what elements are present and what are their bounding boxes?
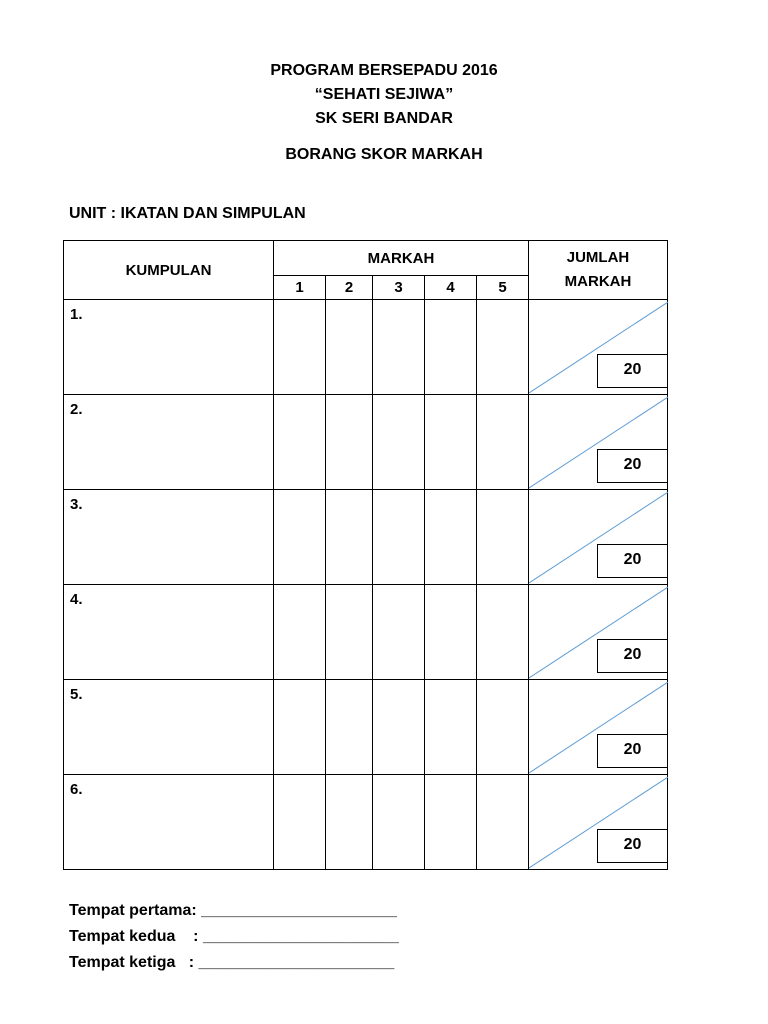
- group-row: [64, 490, 668, 585]
- group-row: [64, 680, 668, 775]
- subcol-5: 5: [477, 276, 529, 300]
- score-cell-3[interactable]: [373, 490, 425, 585]
- score-cell-5[interactable]: [477, 680, 529, 775]
- score-cell-5[interactable]: [477, 585, 529, 680]
- first-place-line[interactable]: Tempat pertama: ______________________: [69, 902, 397, 919]
- group-label[interactable]: 6.: [64, 775, 274, 870]
- max-score-box: 20: [597, 449, 667, 483]
- max-score-box: 20: [597, 829, 667, 863]
- max-score-box: 20: [597, 639, 667, 673]
- score-cell-5[interactable]: [477, 490, 529, 585]
- score-cell-2[interactable]: [326, 395, 373, 490]
- total-cell[interactable]: [529, 300, 668, 395]
- score-cell-3[interactable]: [373, 300, 425, 395]
- unit-label: UNIT : IKATAN DAN SIMPULAN: [69, 205, 306, 222]
- score-cell-1[interactable]: [274, 585, 326, 680]
- score-cell-4[interactable]: [425, 585, 477, 680]
- header-kumpulan: KUMPULAN: [64, 241, 274, 300]
- total-cell[interactable]: [529, 680, 668, 775]
- total-cell[interactable]: [529, 585, 668, 680]
- score-cell-1[interactable]: [274, 395, 326, 490]
- score-cell-3[interactable]: [373, 395, 425, 490]
- score-cell-4[interactable]: [425, 775, 477, 870]
- score-cell-5[interactable]: [477, 395, 529, 490]
- max-score-box: 20: [597, 544, 667, 578]
- score-cell-2[interactable]: [326, 300, 373, 395]
- form-title: BORANG SKOR MARKAH: [285, 146, 483, 163]
- score-cell-3[interactable]: [373, 680, 425, 775]
- max-score-box: 20: [597, 354, 667, 388]
- group-label[interactable]: 3.: [64, 490, 274, 585]
- score-cell-2[interactable]: [326, 585, 373, 680]
- total-cell[interactable]: [529, 775, 668, 870]
- score-cell-3[interactable]: [373, 585, 425, 680]
- score-cell-5[interactable]: [477, 775, 529, 870]
- header-jumlah-markah: JUMLAH MARKAH: [529, 241, 668, 300]
- score-cell-4[interactable]: [425, 395, 477, 490]
- max-score-box: 20: [597, 734, 667, 768]
- group-label[interactable]: 1.: [64, 300, 274, 395]
- group-row: [64, 585, 668, 680]
- group-label[interactable]: 2.: [64, 395, 274, 490]
- subcol-1: 1: [274, 276, 326, 300]
- total-cell[interactable]: [529, 490, 668, 585]
- program-subtitle: “SEHATI SEJIWA”: [314, 86, 454, 103]
- score-cell-1[interactable]: [274, 680, 326, 775]
- subcol-4: 4: [425, 276, 477, 300]
- group-row: [64, 775, 668, 870]
- group-label[interactable]: 4.: [64, 585, 274, 680]
- score-cell-4[interactable]: [425, 490, 477, 585]
- score-cell-2[interactable]: [326, 680, 373, 775]
- score-cell-4[interactable]: [425, 300, 477, 395]
- score-cell-3[interactable]: [373, 775, 425, 870]
- score-cell-4[interactable]: [425, 680, 477, 775]
- score-cell-1[interactable]: [274, 775, 326, 870]
- score-cell-1[interactable]: [274, 490, 326, 585]
- score-cell-1[interactable]: [274, 300, 326, 395]
- second-place-line[interactable]: Tempat kedua : ______________________: [69, 928, 399, 945]
- placement-section: [69, 900, 399, 978]
- score-cell-2[interactable]: [326, 775, 373, 870]
- group-row: [64, 395, 668, 490]
- subcol-3: 3: [373, 276, 425, 300]
- subcol-2: 2: [326, 276, 373, 300]
- program-title: PROGRAM BERSEPADU 2016: [270, 62, 498, 79]
- score-table: [63, 240, 668, 870]
- group-row: [64, 300, 668, 395]
- header-markah: MARKAH: [274, 241, 529, 276]
- third-place-line[interactable]: Tempat ketiga : ______________________: [69, 954, 395, 971]
- school-name: SK SERI BANDAR: [315, 110, 453, 127]
- total-cell[interactable]: [529, 395, 668, 490]
- score-cell-2[interactable]: [326, 490, 373, 585]
- group-label[interactable]: 5.: [64, 680, 274, 775]
- score-cell-5[interactable]: [477, 300, 529, 395]
